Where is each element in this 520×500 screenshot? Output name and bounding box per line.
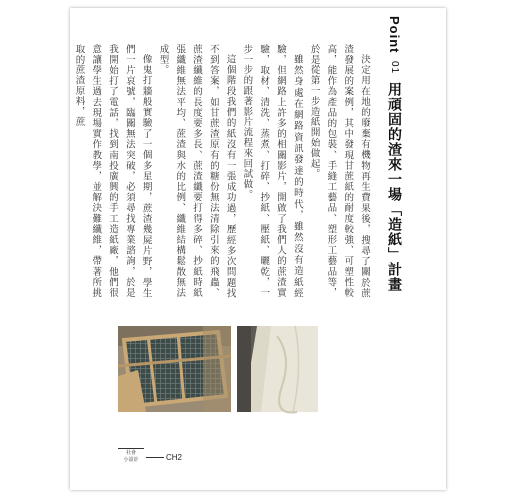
section-title-text: 用頑固的渣來一場「造紙」計畫 bbox=[386, 82, 402, 293]
point-number: 01 bbox=[389, 61, 400, 75]
paragraph: 決定用在地的廢棄有機物再生費果後，搜尋了關於蔗渣發展的案例，其中發現甘蔗紙的耐度較強、可塑性較高，能作為產品的包裝、手縫工藝品、塑形工藝品等，於是從第一步造紙開始做起。 bbox=[308, 44, 370, 298]
paragraph: 雖然身處在網路資訊發達的時代，雖然沒有造紙經驗，但網路上許多的相關影片，開啟了我們人的蔗渣實驗，取材、清洗、蒸煮、打碎、抄紙、壓紙、曬乾，一步一步的跟著影片流程來回試做。 bbox=[241, 44, 303, 298]
paragraph: 這個階段我們的紙沒有一張成功過，歷經多次問題找不到答案，如甘蔗渣原有的糖份無法清除引來的飛蟲、蔗渣纖維的長度要多長、蔗渣纖要打得多碎、抄紙時紙張纖維無法平均、蔗渣與水的比例、纖維結構鬆散無法成型。 bbox=[157, 44, 236, 298]
book-logo-line1: 社會 bbox=[125, 450, 136, 456]
point-label: Point bbox=[387, 16, 402, 54]
body-text bbox=[73, 44, 372, 298]
book-logo bbox=[118, 448, 144, 464]
paper-sheet-drying-photo bbox=[237, 326, 318, 412]
chapter-label: CH2 bbox=[166, 453, 183, 462]
bamboo-paper-frame-photo bbox=[118, 326, 231, 412]
section-title bbox=[384, 16, 404, 292]
book-logo-line2: 小設計 bbox=[123, 457, 139, 463]
footer-divider bbox=[146, 457, 164, 458]
paragraph: 像鬼打牆般實驗了一個多星期，蔗渣幾屍片野，學生們一片哀號，臨關無法突破，必須尋找專業諮詢，於是我開始打了電話，找到南投廣興的手工造紙廠，他們很意讓學生過去現場實作教學，並解決難纖維，帶著所挑取的蔗渣原料，蔗 bbox=[73, 44, 152, 298]
